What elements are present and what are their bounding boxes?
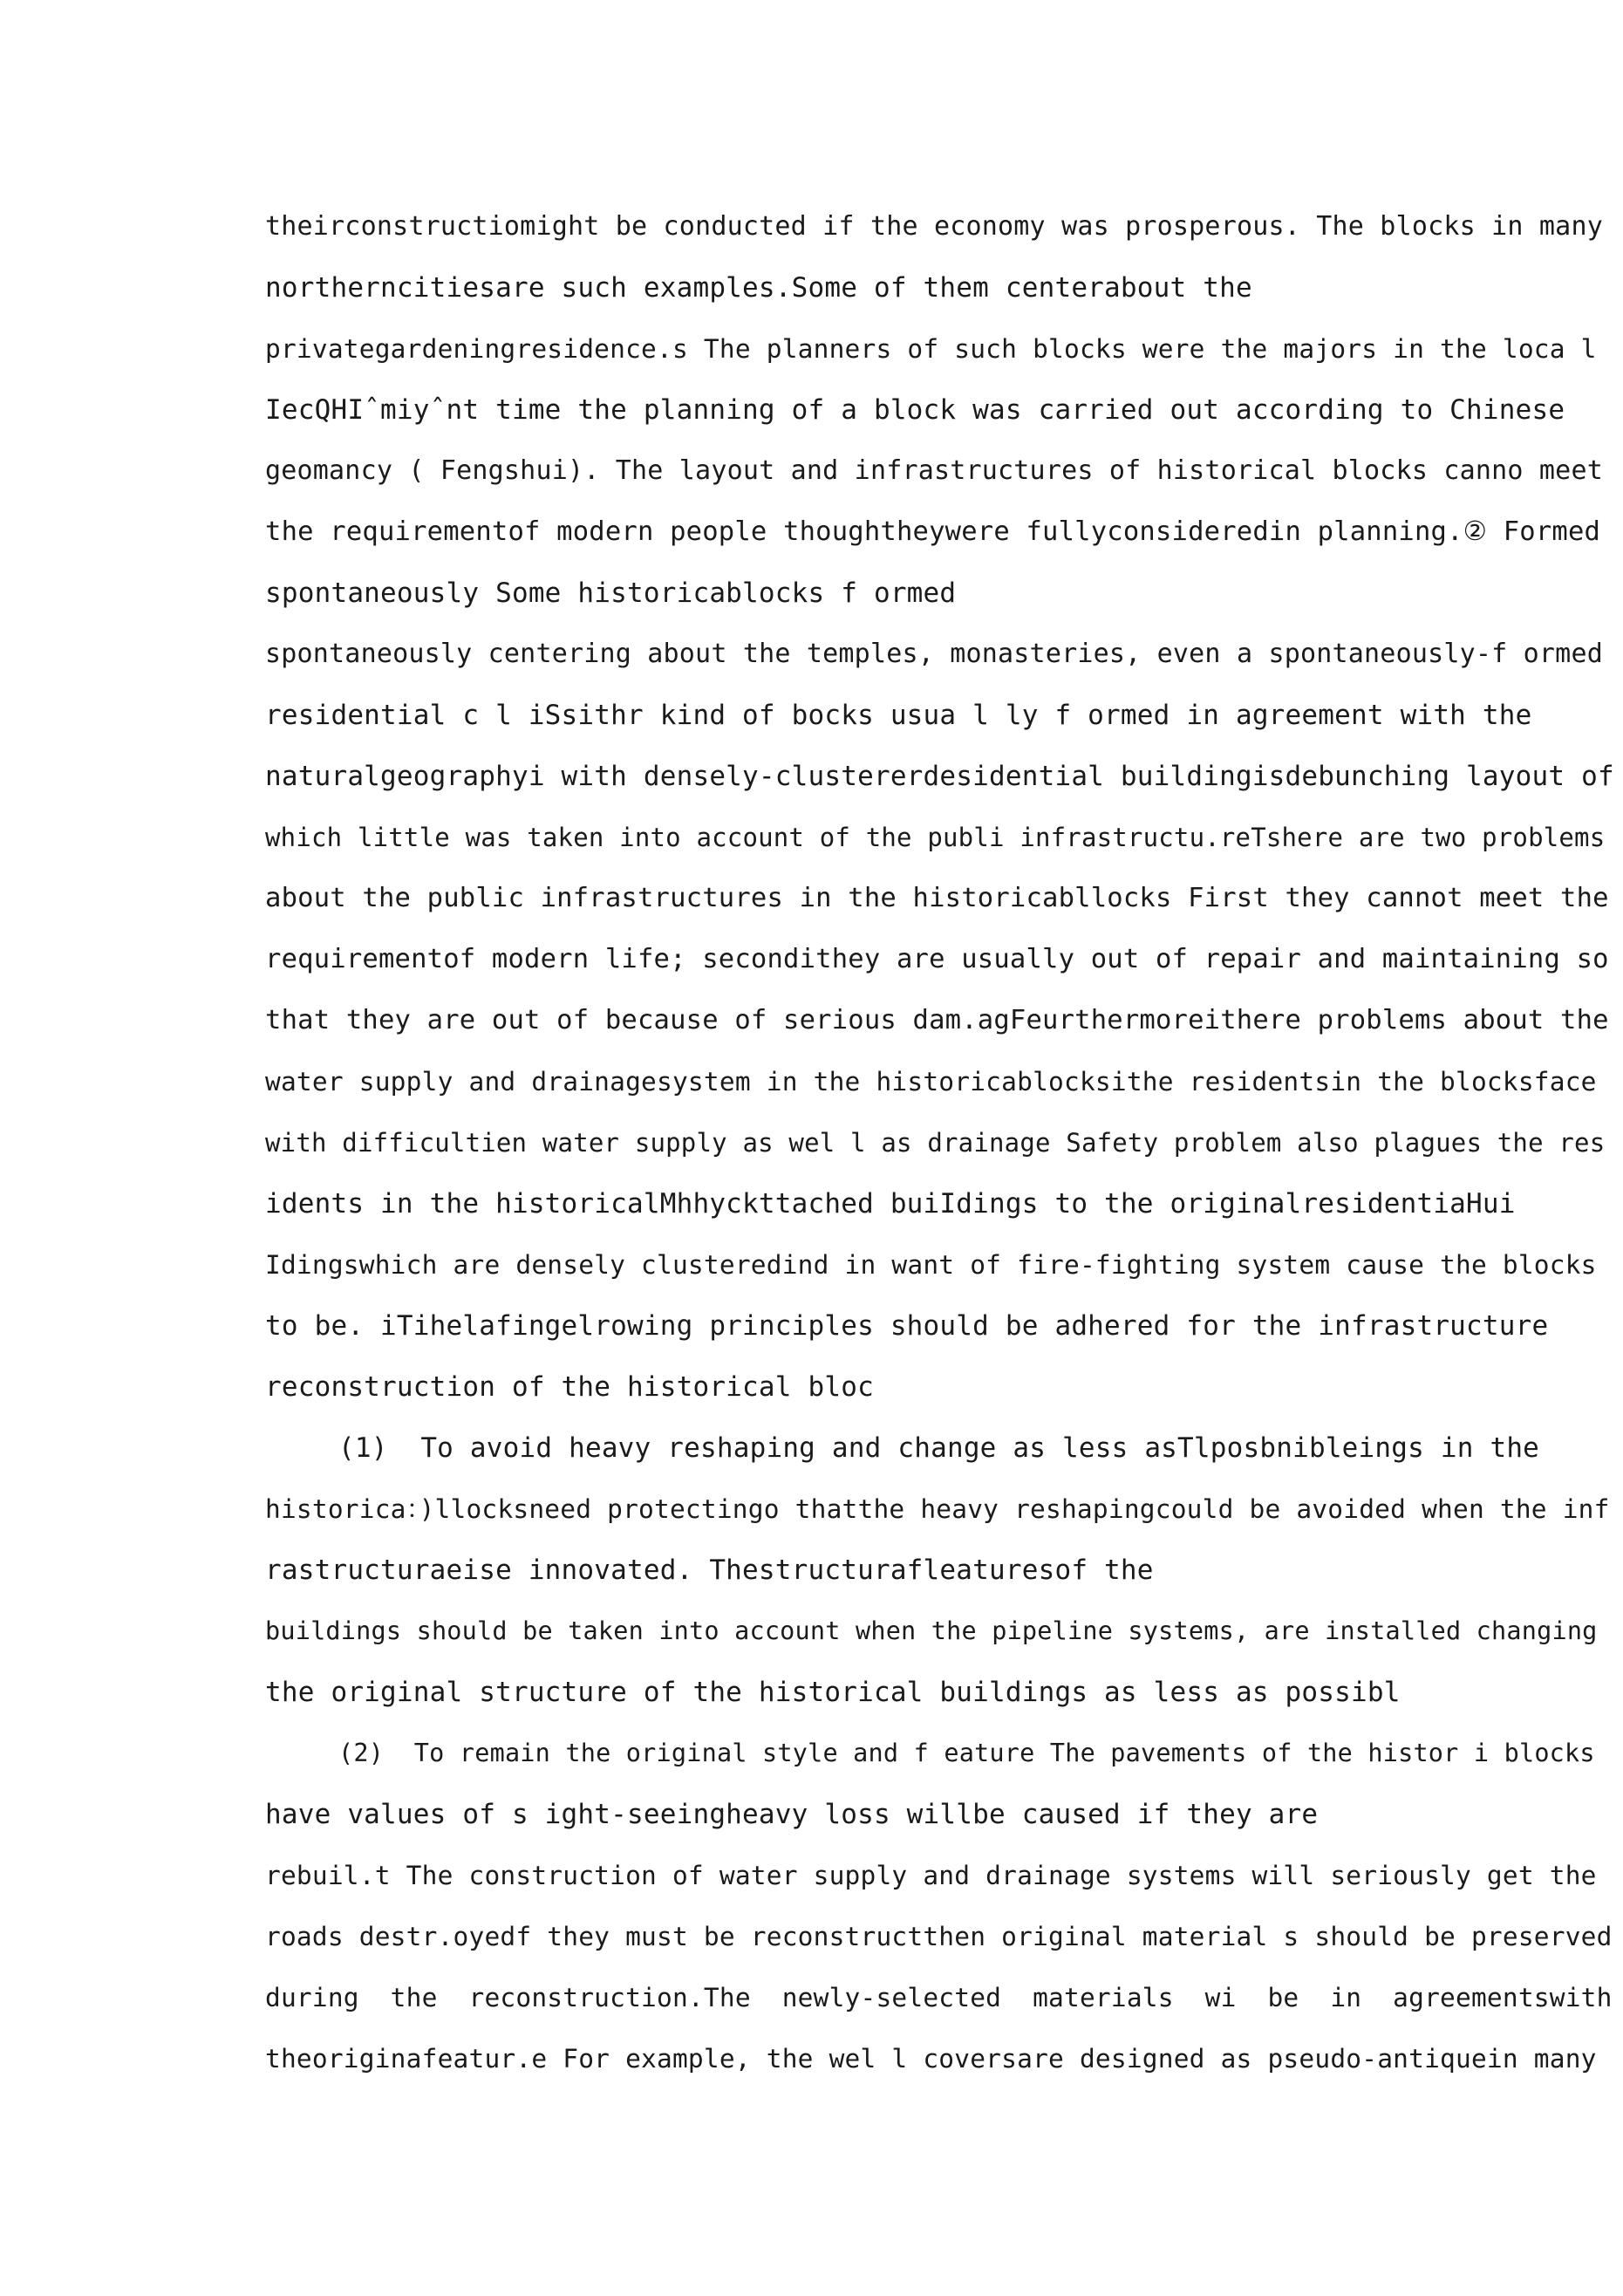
text-line: Idingswhich are densely clusteredind in want of fire-fighting system cause the blocks: [265, 1250, 1597, 1280]
text-line: about the public infrastructures in the historicabllocks First they cannot meet the: [265, 883, 1609, 913]
text-line: with difficultien water supply as wel l as drainage Safety problem also plagues the res: [265, 1128, 1606, 1158]
text-line: theoriginafeatur.e For example, the wel l coversare designed as pseudo-antiquein many: [265, 2044, 1597, 2074]
text-line: spontaneously centering about the temples, monasteries, even a spontaneously-f ormed: [265, 639, 1603, 669]
list-item-2: (2) To remain the original style and f eature The pavements of the histor i blocks: [338, 1739, 1595, 1767]
text-line: during the reconstruction.The newly-selected materials wi be in agreementswith: [265, 1983, 1613, 2012]
text-line: naturalgeographyi with densely-clustererdesidential buildingisdebunching layout of: [265, 761, 1614, 792]
text-line: spontaneously Some historicablocks f ormed: [265, 577, 957, 609]
text-line: privategardeningresidence.s The planners of such blocks were the majors in the loca l: [265, 334, 1597, 364]
text-line: residential c l iSsithr kind of bocks usua l ly f ormed in agreement with the: [265, 700, 1532, 731]
list-item-1: (1) To avoid heavy reshaping and change as less asTlposbnibleings in the: [338, 1432, 1540, 1464]
text-line: water supply and drainagesystem in the historicablocksithe residentsin the blocksface: [265, 1067, 1597, 1097]
text-line: rastructuraeise innovated. Thestructurafleaturesof the: [265, 1555, 1154, 1586]
text-line: geomancy ( Fengshui). The layout and infrastructures of historical blocks canno meet: [265, 455, 1603, 486]
text-line: reconstruction of the historical bloc: [265, 1371, 874, 1403]
text-line: historica：)llocksneed protectingo thatthe heavy reshapingcould be avoided when the inf: [265, 1494, 1610, 1524]
text-line: northerncitiesare such examples.Some of them centerabout the: [265, 272, 1252, 304]
text-line: IecQHIˆmiyˆnt time the planning of a block was carried out according to Chinese: [265, 394, 1565, 426]
text-line: rebuil.t The construction of water supply and drainage systems will seriously get the: [265, 1861, 1597, 1890]
text-line: the original structure of the historical buildings as less as possibl: [265, 1677, 1401, 1708]
body-text: [265, 196, 1614, 2089]
text-line: that they are out of because of serious dam.agFeurthermoreithere problems about the: [265, 1005, 1609, 1035]
text-line: roads destr.oyedf they must be reconstructthen original material s should be preserved: [265, 1922, 1613, 1951]
text-line: requirementof modern life; secondithey are usually out of repair and maintaining so: [265, 944, 1609, 974]
text-line: have values of s ight-seeingheavy loss willbe caused if they are: [265, 1799, 1319, 1830]
text-line: theirconstructiomight be conducted if the economy was prosperous. The blocks in many: [265, 211, 1603, 242]
text-line: the requirementof modern people thoughtheywere fullyconsideredin planning.② Formed: [265, 516, 1601, 547]
text-line: which little was taken into account of the publi infrastructu.reTshere are two problems: [265, 823, 1606, 852]
text-line: buildings should be taken into account when the pipeline systems, are installed changing: [265, 1616, 1598, 1645]
text-line: to be. iTihelafingelrowing principles should be adhered for the infrastructure: [265, 1310, 1549, 1342]
text-line: idents in the historicalMhhyckttached buiIdings to the originalresidentiaHui: [265, 1188, 1516, 1220]
